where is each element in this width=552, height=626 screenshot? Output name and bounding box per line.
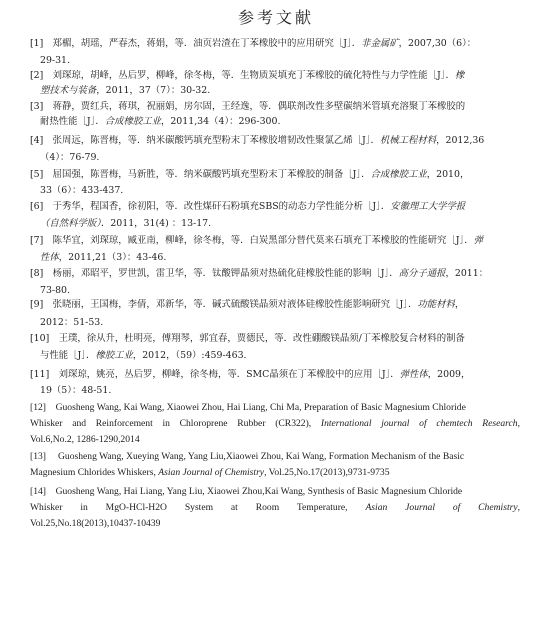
reference-text: ，2012，（59）:459-463. [132, 350, 247, 361]
reference-text: [7] 陈华宜，刘琛琼，臧亚南，柳峰，徐冬梅，等．白炭黑部分替代莫来石填充丁苯橡胶的性能研究［J］． [30, 235, 474, 246]
reference-text: [5] 屈国强，陈晋梅，马新胜，等．纳米碳酸钙填充型粉末丁苯橡胶的制备［J］． [30, 169, 371, 180]
journal-title: 性体 [40, 252, 59, 263]
reference-text: Magnesium Chlorides Whiskers, [30, 467, 159, 478]
reference-14-line-1 [30, 486, 520, 498]
journal-title: （自然科学版） [40, 218, 101, 229]
reference-10-line-1 [30, 333, 520, 345]
reference-12-line-2 [30, 418, 520, 430]
reference-1-line-1 [30, 38, 520, 50]
reference-text: 耐热性能［J］． [40, 116, 105, 127]
reference-text: ，2010， [426, 169, 470, 180]
reference-4-line-1 [30, 135, 520, 147]
reference-14-line-2 [30, 502, 520, 514]
reference-text: ，2011,34（4）：296-300. [160, 116, 281, 127]
reference-14-line-3 [30, 518, 520, 530]
reference-9-line-1 [30, 299, 520, 311]
journal-title: International journal of chemtech Research [320, 418, 518, 429]
reference-9-line-2 [40, 317, 520, 329]
reference-5-line-2 [40, 185, 520, 197]
journal-title: 弹 [473, 235, 483, 246]
reference-7-line-2 [40, 252, 520, 264]
reference-8-line-1 [30, 268, 520, 280]
reference-text: 19（5）：48-51. [40, 385, 112, 396]
reference-text: Vol.6,No.2, 1286-1290,2014 [30, 434, 140, 445]
reference-text: [2] 刘琛琼，胡峰，丛后罗，柳峰，徐冬梅，等．生物质炭填充丁苯橡胶的硫化特性与力学性能［J］． [30, 70, 455, 81]
reference-text: ，2011,21（3）：43-46. [58, 252, 167, 263]
reference-2-line-1 [30, 70, 520, 82]
journal-title: Asian Journal of Chemistry [365, 502, 518, 513]
journal-title: 非金属矿 [361, 38, 399, 49]
reference-text: ，2011： [445, 268, 489, 279]
reference-6-line-1 [30, 201, 520, 213]
reference-8-line-2 [40, 285, 520, 297]
reference-text: [14] Guosheng Wang, Hai Liang, Yang Liu, Xiaowei Zhou,Kai Wang, Synthesis of Basic Magnesium Chloride [30, 486, 463, 497]
reference-text: ， [454, 299, 465, 310]
reference-11-line-2 [40, 385, 520, 397]
reference-text: （4）：76-79. [40, 152, 100, 163]
journal-title: 橡 [454, 70, 465, 81]
reference-text: ，2011，37（7）：30-32. [96, 85, 211, 96]
reference-text: [1] 郑楣，胡瑶，严春杰，蒋娟，等．油页岩渣在丁苯橡胶中的应用研究［J］． [30, 38, 362, 49]
reference-3-line-2 [40, 116, 520, 128]
journal-title: 安徽理工大学学报 [390, 201, 466, 212]
reference-text: [6] 于秀华，程国香，徐初阳，等．改性煤矸石粉填充SBS的动态力学性能分析［J］． [30, 201, 391, 212]
reference-text: ，2009， [427, 369, 471, 380]
reference-10-line-2 [40, 350, 520, 362]
reference-11-line-1 [30, 369, 520, 381]
reference-text: 与性能［J］． [40, 350, 96, 361]
journal-title: 机械工程材料 [379, 135, 437, 146]
reference-text: [3] 蒋静，贾红兵，蒋琪，祝丽娟，房尔固，王经逸，等．偶联剂改性多壁碳纳米管填充溶聚丁苯橡胶的 [30, 101, 466, 112]
reference-1-line-2 [40, 55, 520, 67]
reference-6-line-2 [40, 218, 520, 230]
reference-text: , [517, 502, 520, 513]
reference-3-line-1 [30, 101, 520, 113]
reference-text: ，2012,36 [436, 135, 485, 146]
reference-text: 2012：51-53. [40, 317, 104, 328]
reference-12-line-3 [30, 434, 520, 446]
reference-text: 73-80. [40, 285, 71, 296]
reference-13-line-1 [30, 451, 520, 463]
reference-text: ．2011，31(4) ：13-17. [100, 218, 212, 229]
reference-text: 29-31. [40, 55, 71, 66]
reference-text: Whisker and Reinforcement in Chloroprene Rubber (CR322), [30, 418, 321, 429]
reference-text: Whisker in MgO-HCl-H2O System at Room Temperature, [30, 502, 366, 513]
reference-text: Vol.25,No.18(2013),10437-10439 [30, 518, 161, 529]
reference-text: , [517, 418, 520, 429]
reference-7-line-1 [30, 235, 520, 247]
reference-4-line-2 [40, 152, 520, 164]
journal-title: 功能材料 [417, 299, 455, 310]
reference-text: [11] 刘琛琼，姚亮，丛后罗，柳峰，徐冬梅，等．SMC晶须在丁苯橡胶中的应用［J］． [30, 369, 400, 380]
reference-13-line-2 [30, 467, 520, 479]
reference-text: [13] Guosheng Wang, Xueying Wang, Yang Liu,Xiaowei Zhou, Kai Wang, Formation Mechanism of the Basic [30, 451, 465, 462]
reference-text: [4] 张周远，陈晋梅，等．纳米碳酸钙填充型粉末丁苯橡胶增韧改性聚氯乙烯［J］． [30, 135, 380, 146]
reference-2-line-2 [40, 85, 520, 97]
reference-text: 33（6）：433-437. [40, 185, 124, 196]
journal-title: 塑技术与装备 [40, 85, 97, 96]
journal-title: Asian Journal of Chemistry [158, 467, 265, 478]
reference-text: [10] 王璞，徐从升，杜明亮，傅翔琴，郭宜春，贾德民，等．改性硼酸镁晶须/丁苯橡胶复合材料的制备 [30, 333, 465, 344]
reference-text: ，2007,30（6）： [398, 38, 477, 49]
journal-title: 合成橡胶工业 [370, 169, 427, 180]
journal-title: 弹性体 [399, 369, 428, 380]
journal-title: 合成橡胶工业 [104, 116, 161, 127]
reference-text: [12] Guosheng Wang, Kai Wang, Xiaowei Zhou, Hai Liang, Chi Ma, Preparation of Basic Magnesium Chloride [30, 402, 466, 413]
journal-title: 橡胶工业 [95, 350, 133, 361]
reference-text: , Vol.25,No.17(2013),9731-9735 [264, 467, 390, 478]
reference-text: [8] 杨丽，邓昭平，罗世凯，雷卫华，等．钛酸钾晶须对热硫化硅橡胶性能的影响［J］． [30, 268, 399, 279]
reference-12-line-1 [30, 402, 520, 414]
reference-5-line-1 [30, 169, 520, 181]
reference-text: [9] 张晓丽，王国梅，李倩，邓新华，等．碱式硫酸镁晶须对液体硅橡胶性能影响研究［J］． [30, 299, 418, 310]
page-title: 参考文献 [237, 8, 314, 27]
journal-title: 高分子通报 [398, 268, 446, 279]
